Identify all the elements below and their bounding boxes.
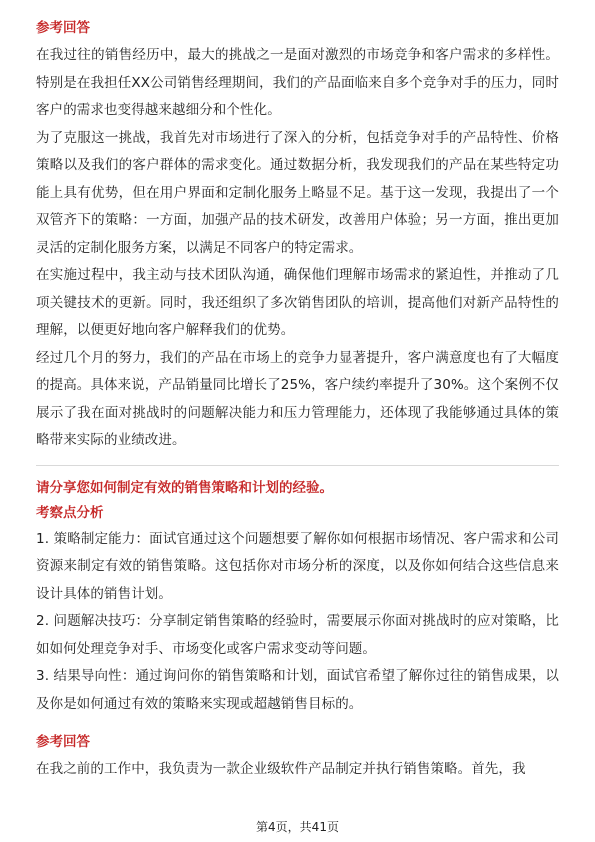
analysis-point-3: 3. 结果导向性：通过询问你的销售策略和计划，面试官希望了解你过往的销售成果，以及你是如何通过有效的策略来实现或超越销售目标的。 <box>36 668 559 712</box>
analysis-point-1: 1. 策略制定能力：面试官通过这个问题想要了解你如何根据市场情况、客户需求和公司资源来制定有效的销售策略。这包括你对市场分析的深度，以及你如何结合这些信息来设计具体的销售计划。 <box>36 530 559 602</box>
page-footer: 第4页，共41页 <box>256 820 339 834</box>
section-divider <box>36 465 559 466</box>
analysis-section <box>36 503 559 719</box>
reference-answer-section-2 <box>36 732 559 784</box>
answer-paragraph-4: 经过几个月的努力，我们的产品在市场上的竞争力显著提升，客户满意度也有了大幅度的提高。具体来说，产品销量同比增长了25%，客户续约率提升了30%。这个案例不仅展示了我在面对挑战时的问题解决能力和压力管理能力，还体现了我能够通过具体的策略带来实际的业绩改进。 <box>36 349 560 448</box>
reference-answer-section <box>36 18 559 455</box>
answer-2-paragraph-1: 在我之前的工作中，我负责为一款企业级软件产品制定并执行销售策略。首先，我 <box>36 761 526 777</box>
question-title: 请分享您如何制定有效的销售策略和计划的经验。 <box>36 479 333 496</box>
reference-answer-label-2: 参考回答 <box>36 734 90 750</box>
reference-answer-label: 参考回答 <box>36 20 90 36</box>
answer-paragraph-3: 在实施过程中，我主动与技术团队沟通，确保他们理解市场需求的紧迫性，并推动了几项关键技术的更新。同时，我还组织了多次销售团队的培训，提高他们对新产品特性的理解，以便更好地向客户解释我们的优势。 <box>36 267 559 338</box>
answer-paragraph-1: 在我过往的销售经历中，最大的挑战之一是面对激烈的市场竞争和客户需求的多样性。特别是在我担任XX公司销售经理期间，我们的产品面临来自多个竞争对手的压力，同时客户的需求也变得越来越细分和个性化。 <box>36 47 559 118</box>
answer-paragraph-2: 为了克服这一挑战，我首先对市场进行了深入的分析，包括竞争对手的产品特性、价格策略以及我们的客户群体的需求变化。通过数据分析，我发现我们的产品在某些特定功能上具有优势，但在用户界面和定制化服务上略显不足。基于这一发现，我提出了一个双管齐下的策略：一方面，加强产品的技术研发，改善用户体验；另一方面，推出更加灵活的定制化服务方案，以满足不同客户的特定需求。 <box>36 129 559 256</box>
analysis-point-2: 2. 问题解决技巧：分享制定销售策略的经验时，需要展示你面对挑战时的应对策略，比如如何处理竞争对手、市场变化或客户需求变动等问题。 <box>36 613 559 657</box>
document-page <box>36 18 559 784</box>
analysis-label: 考察点分析 <box>36 504 104 521</box>
